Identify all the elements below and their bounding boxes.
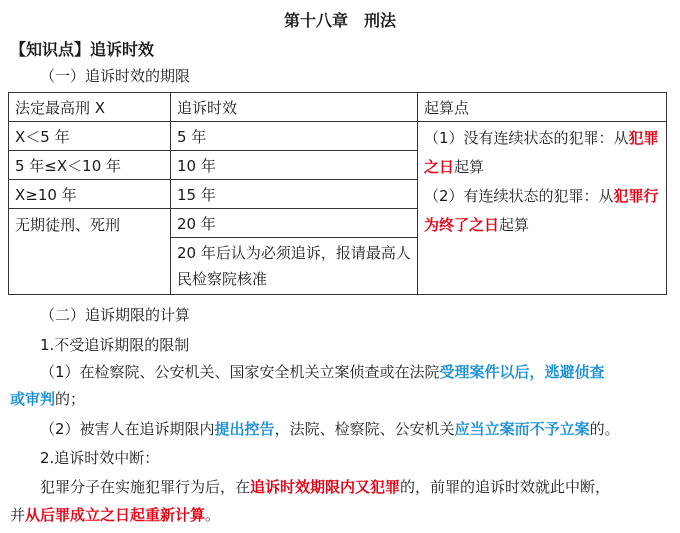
item-1-2: （2）被害人在追诉期限内提出控告，法院、检察院、公安机关应当立案而不予立案的。 [40, 420, 620, 438]
header-limitation-period: 追诉时效 [171, 93, 418, 122]
table-row [9, 122, 667, 151]
section-2-heading: （二）追诉期限的计算 [40, 306, 191, 324]
approval-note-cell: 20 年后认为必须追诉，报请最高人民检察院核准 [171, 238, 418, 295]
item-1-title: 1.不受追诉期限的限制 [40, 336, 190, 354]
penalty-cell: X≥10 年 [9, 180, 171, 209]
table-header-row [9, 93, 667, 122]
period-cell: 20 年 [171, 209, 418, 238]
item-1-1-line-2: 或审判的； [10, 390, 86, 408]
end-date-highlight: 犯罪行为终了之日 [424, 187, 659, 234]
header-max-penalty: 法定最高刑 X [9, 93, 171, 122]
period-cell: 15 年 [171, 180, 418, 209]
penalty-cell: X＜5 年 [9, 122, 171, 151]
period-cell: 10 年 [171, 151, 418, 180]
start-date-highlight: 犯罪之日 [424, 129, 659, 176]
item-2-body-line-1: 犯罪分子在实施犯罪行为后，在追诉时效期限内又犯罪的，前罪的追诉时效就此中断， [40, 478, 611, 496]
penalty-cell: 5 年≤X＜10 年 [9, 151, 171, 180]
section-1-heading: （一）追诉时效的期限 [40, 67, 191, 85]
item-1-1-line-1: （1）在检察院、公安机关、国家安全机关立案侦查或在法院受理案件以后，逃避侦查 [40, 363, 605, 381]
limitation-period-table [8, 92, 667, 295]
penalty-cell: 无期徒刑、死刑 [9, 209, 171, 295]
item-2-title: 2.追诉时效中断： [40, 449, 160, 467]
header-start-point: 起算点 [418, 93, 667, 122]
period-cell: 5 年 [171, 122, 418, 151]
item-2-body-line-2: 并从后罪成立之日起重新计算。 [10, 506, 221, 524]
chapter-title: 第十八章 刑法 [283, 11, 396, 30]
knowledge-point-heading: 【知识点】追诉时效 [10, 40, 155, 59]
start-point-cell: （1）没有连续状态的犯罪：从犯罪之日起算 （2）有连续状态的犯罪：从犯罪行为终了之日起算 [418, 122, 667, 295]
